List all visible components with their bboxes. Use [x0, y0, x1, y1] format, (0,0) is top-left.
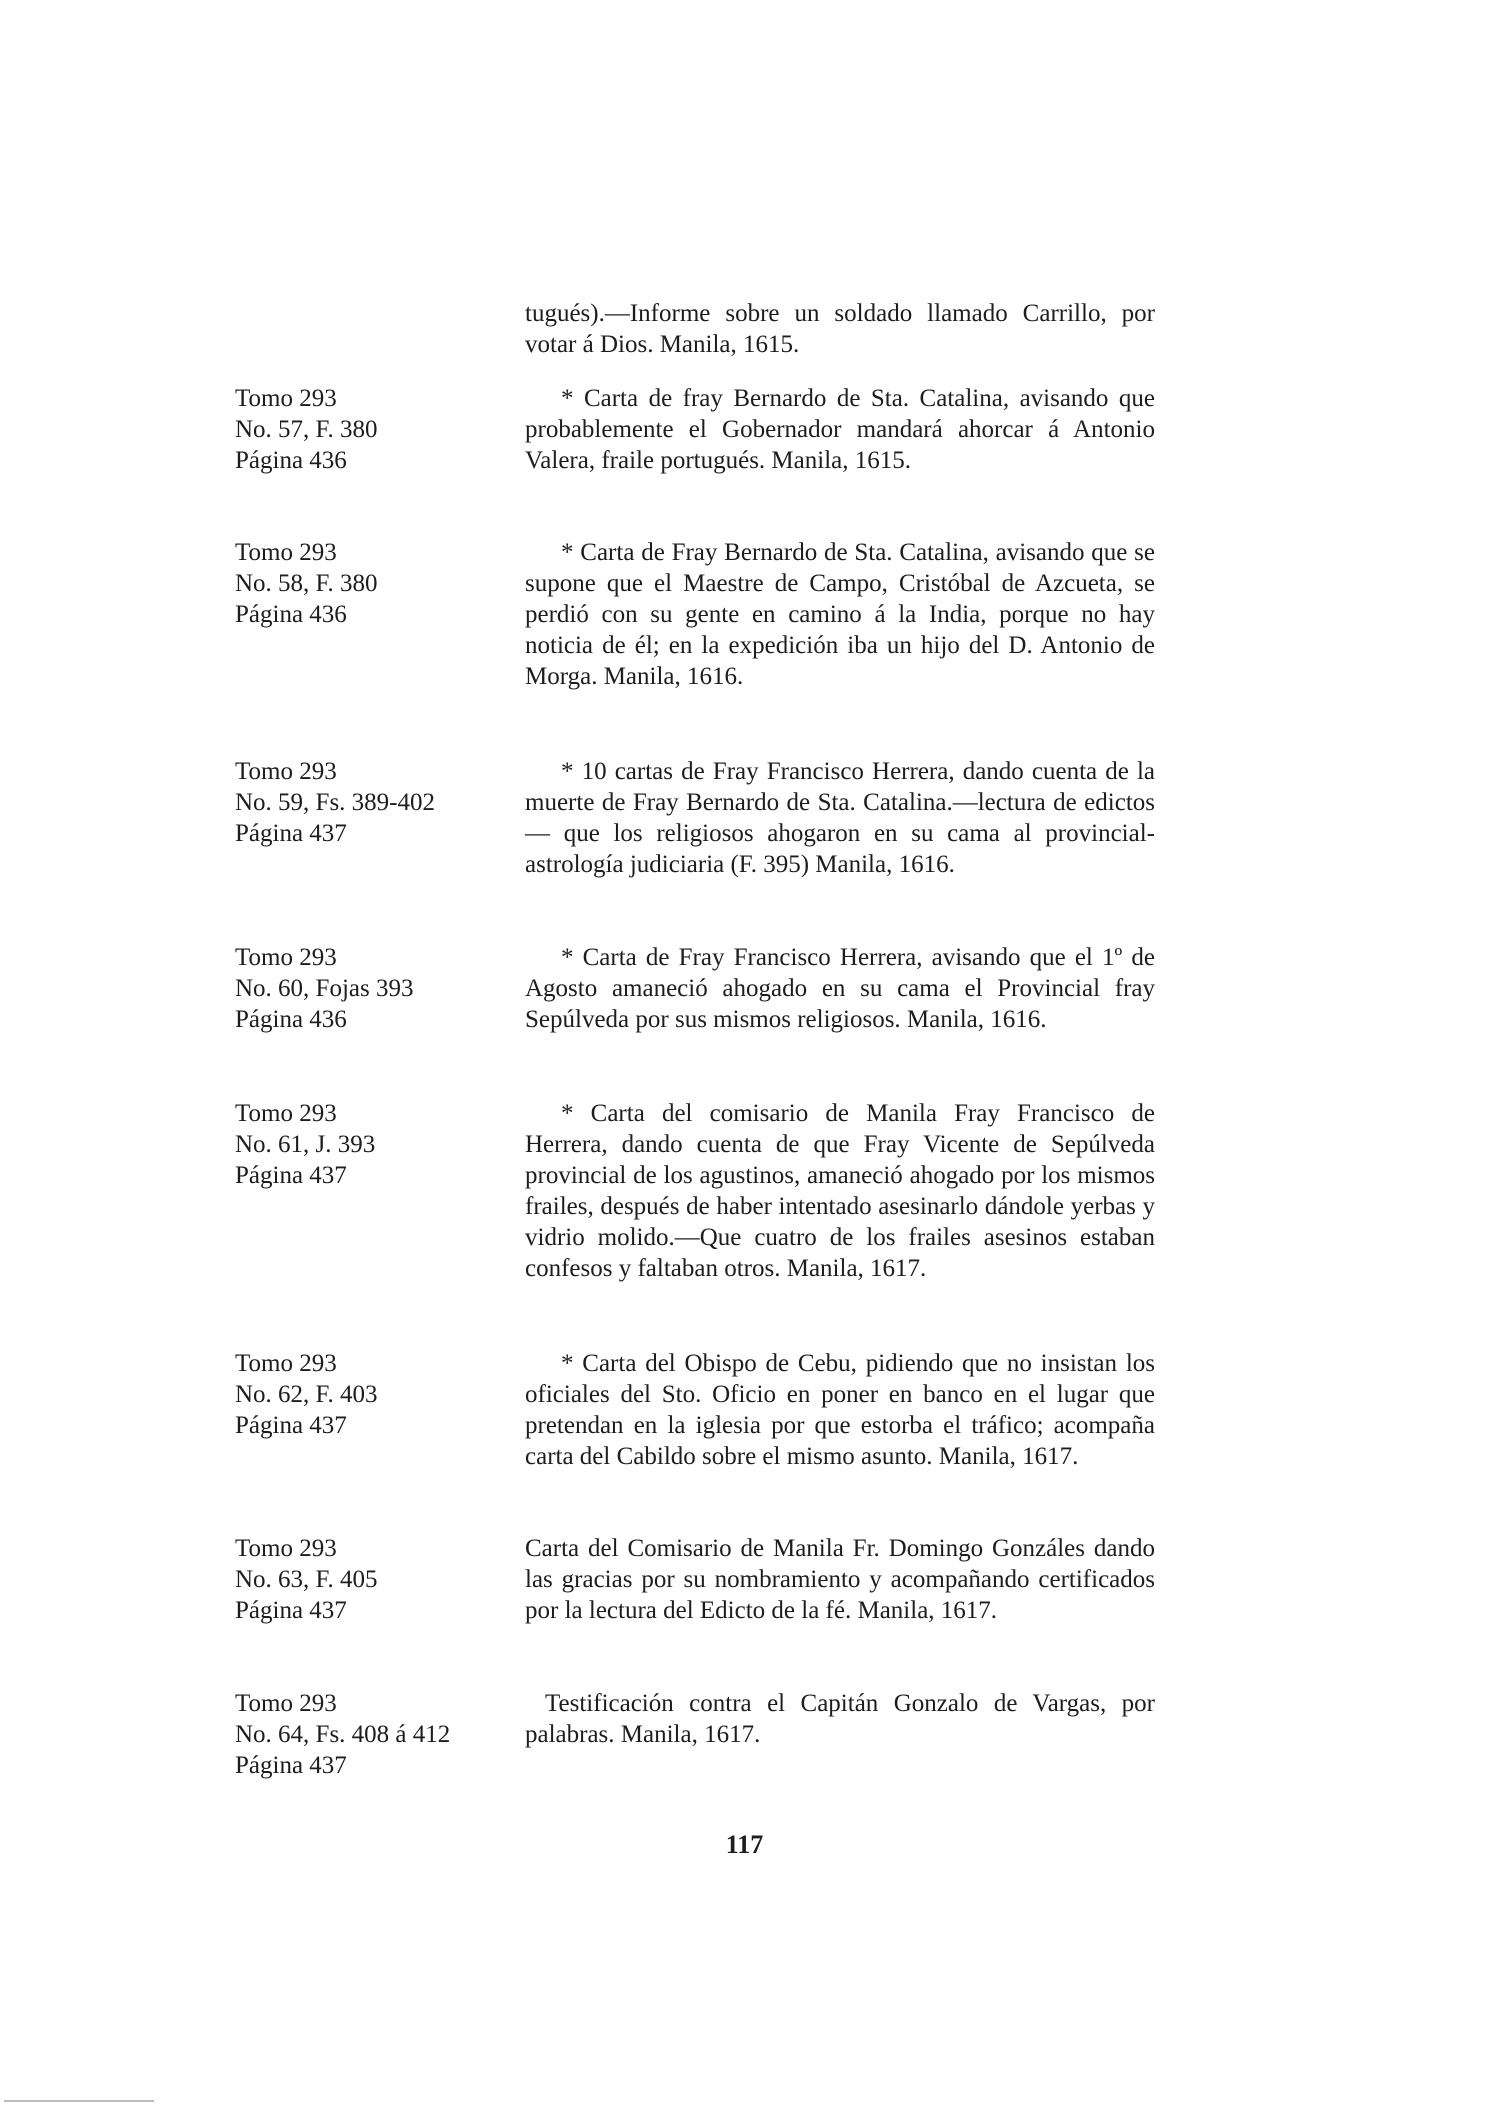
entry-description: * Carta de Fray Francisco Herrera, avisando que el 1º de Agosto amaneció ahogado en su cama el Provincial fray Sepúlveda por sus mismos religiosos. Manila, 1616. [525, 944, 1155, 1033]
entry-reference [235, 942, 505, 1035]
pagina-label: Página 437 [235, 1752, 347, 1779]
entry-description: * 10 cartas de Fray Francisco Herrera, dando cuenta de la muerte de Fray Bernardo de Sta. Catalina.—lectura de edictos — que los religiosos ahogaron en su cama al provincial-astrología judiciaria (F. 395) Manila, 1616. [525, 758, 1155, 878]
folio-label: No. 64, Fs. 408 á 412 [235, 1721, 451, 1748]
page-number: 117 [725, 1830, 764, 1859]
tomo-label: Tomo 293 [235, 539, 337, 566]
continuation-paragraph: tugués).—Informe sobre un soldado llamado Carrillo, por votar á Dios. Manila, 1615. [525, 300, 1155, 358]
pagina-label: Página 436 [235, 447, 347, 474]
entry-description: * Carta de fray Bernardo de Sta. Catalina, avisando que probablemente el Gobernador mandará ahorcar á Antonio Valera, fraile portugués. Manila, 1615. [525, 385, 1155, 474]
folio-label: No. 63, F. 405 [235, 1566, 378, 1593]
pagina-label: Página 436 [235, 601, 347, 628]
entry-description: * Carta de Fray Bernardo de Sta. Catalina, avisando que se supone que el Maestre de Campo, Cristóbal de Azcueta, se perdió con su gente en camino á la India, porque no hay noticia de él; en la expedición iba un hijo del D. Antonio de Morga. Manila, 1616. [525, 539, 1155, 690]
entry-reference [235, 1348, 505, 1441]
folio-label: No. 58, F. 380 [235, 570, 378, 597]
pagina-label: Página 437 [235, 820, 347, 847]
tomo-label: Tomo 293 [235, 1100, 337, 1127]
entry-reference [235, 1098, 505, 1191]
scan-footer-stamp [4, 2098, 154, 2106]
pagina-label: Página 436 [235, 1006, 347, 1033]
folio-label: No. 61, J. 393 [235, 1131, 376, 1158]
entry-reference [235, 383, 505, 476]
entry-reference [235, 1533, 505, 1626]
entry-description: Testificación contra el Capitán Gonzalo de Vargas, por palabras. Manila, 1617. [525, 1690, 1155, 1748]
folio-label: No. 59, Fs. 389-402 [235, 789, 436, 816]
scan-stamp-mark [4, 2098, 154, 2104]
pagina-label: Página 437 [235, 1162, 347, 1189]
tomo-label: Tomo 293 [235, 758, 337, 785]
tomo-label: Tomo 293 [235, 385, 337, 412]
tomo-label: Tomo 293 [235, 1350, 337, 1377]
entry-reference [235, 1688, 505, 1781]
tomo-label: Tomo 293 [235, 1690, 337, 1717]
pagina-label: Página 437 [235, 1597, 347, 1624]
folio-label: No. 60, Fojas 393 [235, 975, 414, 1002]
entry-description: * Carta del Obispo de Cebu, pidiendo que no insistan los oficiales del Sto. Oficio en poner en banco en el lugar que pretendan en la iglesia por que estorba el tráfico; acompaña carta del Cabildo sobre el mismo asunto. Manila, 1617. [525, 1350, 1155, 1470]
entry-reference [235, 537, 505, 630]
entry-reference [235, 756, 505, 849]
entry-description: Carta del Comisario de Manila Fr. Domingo Gonzáles dando las gracias por su nombramiento y acompañando certificados por la lectura del Edicto de la fé. Manila, 1617. [525, 1535, 1155, 1624]
tomo-label: Tomo 293 [235, 944, 337, 971]
tomo-label: Tomo 293 [235, 1535, 337, 1562]
folio-label: No. 57, F. 380 [235, 416, 378, 443]
pagina-label: Página 437 [235, 1412, 347, 1439]
folio-label: No. 62, F. 403 [235, 1381, 378, 1408]
entry-description: * Carta del comisario de Manila Fray Francisco de Herrera, dando cuenta de que Fray Vicente de Sepúlveda provincial de los agustinos, amaneció ahogado por los mismos frailes, después de haber intentado asesinarlo dándole yerbas y vidrio molido.—Que cuatro de los frailes asesinos estaban confesos y faltaban otros. Manila, 1617. [525, 1100, 1155, 1282]
